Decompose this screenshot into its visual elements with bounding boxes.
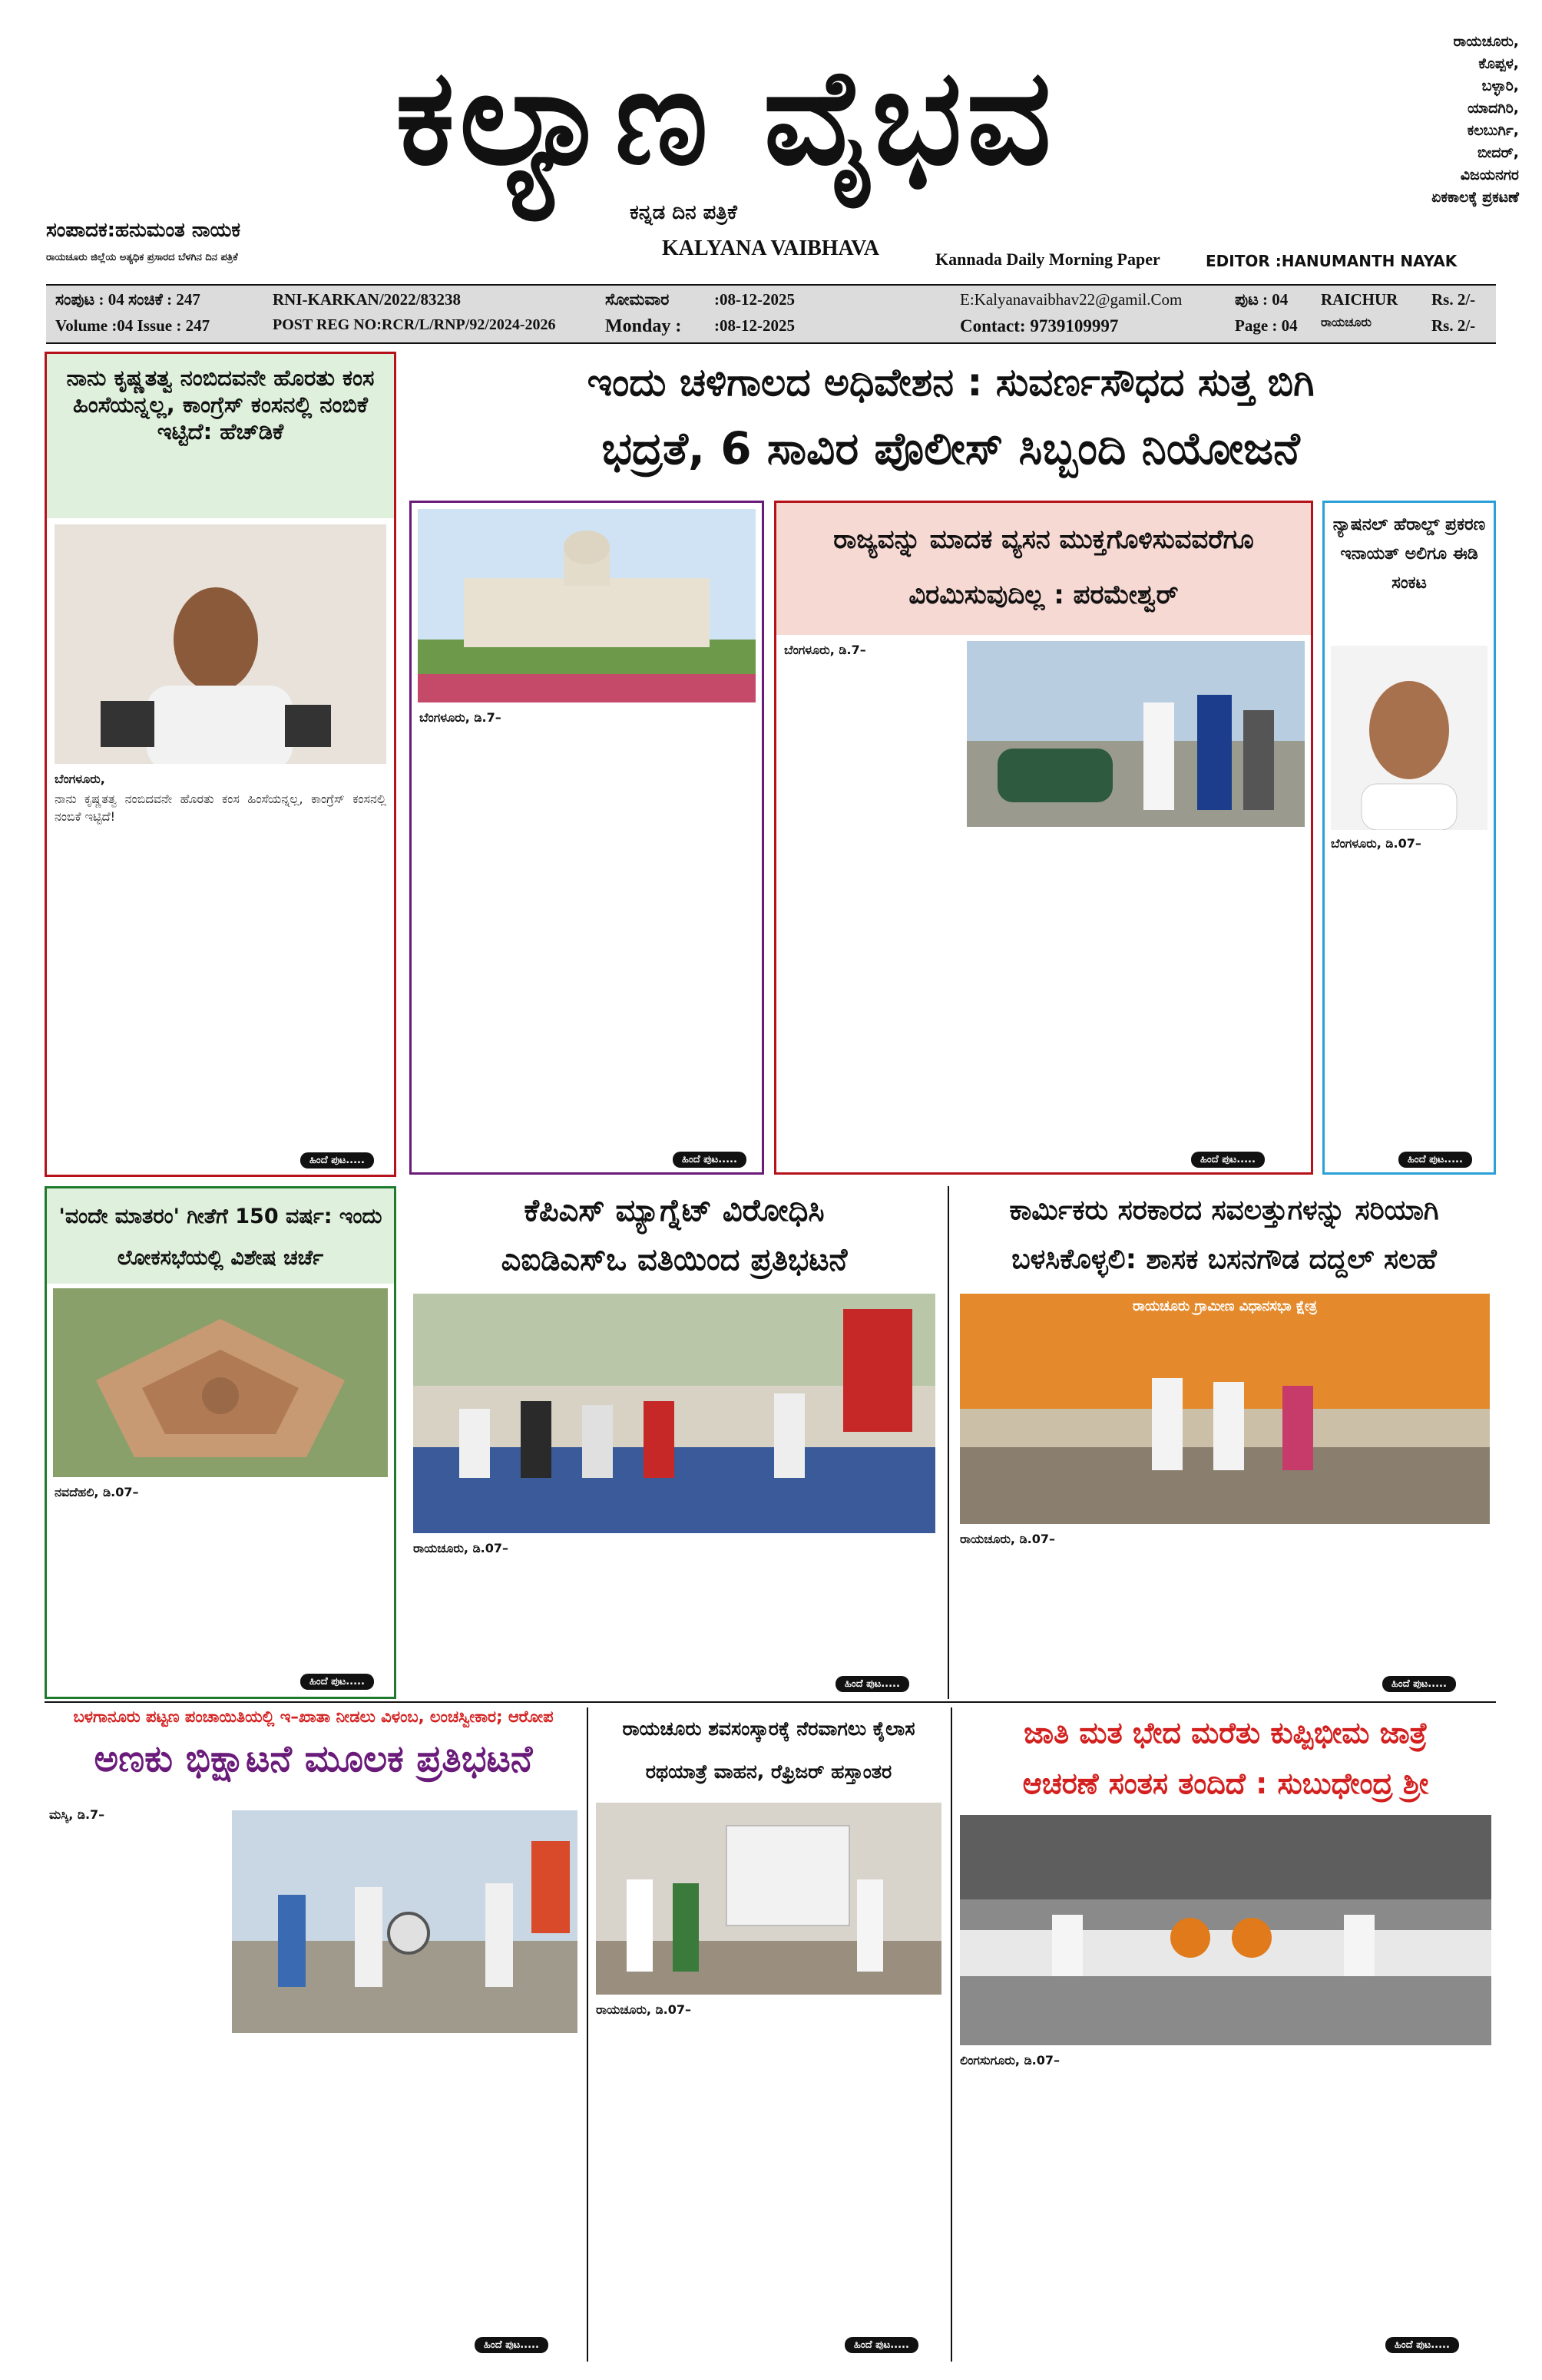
- herald-headline: ನ್ಯಾಷನಲ್ ಹೆರಾಲ್ಡ್ ಪ್ರಕರಣ ಇನಾಯತ್ ಅಲಿಗೂ ಈಡಿ ಸಂಕಟ: [1332, 515, 1486, 593]
- jatre-story: [955, 1707, 1496, 2362]
- beggar-story: [45, 1707, 582, 2362]
- vehicle-body: [596, 2002, 941, 2021]
- hdk-dateline: ಬೆಂಗಳೂರು,: [55, 772, 105, 786]
- kps-protest-photo: [413, 1294, 935, 1533]
- vidhana-soudha-photo: [418, 509, 756, 702]
- hdk-body: [55, 772, 386, 825]
- post-reg: POST REG NO:RCR/L/RNP/92/2024-2026: [273, 316, 556, 333]
- kps-headline-1: ಕೆಪಿಎಸ್ ಮ್ಯಾಗ್ನೆಟ್ ವಿರೋಧಿಸಿ: [524, 1193, 825, 1228]
- volume-en: Volume :04 Issue : 247: [55, 316, 210, 335]
- district-item: ರಾಯಚೂರು,: [1453, 33, 1519, 50]
- price-1: Rs. 2/-: [1431, 290, 1476, 309]
- date-2: :08-12-2025: [714, 316, 795, 335]
- lead-more[interactable]: ಹಿಂದೆ ಪುಟ.....: [673, 1152, 746, 1168]
- district-item: ಕೊಪ್ಪಳ,: [1478, 55, 1519, 72]
- beggar-photo: [232, 1810, 577, 2033]
- vandemataram-more[interactable]: ಹಿಂದೆ ಪುಟ.....: [300, 1674, 374, 1690]
- city-en: RAICHUR: [1321, 290, 1398, 309]
- herald-body: [1331, 836, 1487, 854]
- parliament-photo: [53, 1288, 388, 1477]
- district-item: ಯಾದಗಿರಿ,: [1468, 100, 1519, 117]
- jatre-headline-2: ಆಚರಣೆ ಸಂತಸ ತಂದಿದೆ : ಸುಬುಧೇಂದ್ರ ಶ್ರೀ: [1022, 1767, 1429, 1800]
- beggar-dateline: ಮಸ್ಕಿ, ಡಿ.7–: [49, 1807, 105, 1822]
- vehicle-dateline: ರಾಯಚೂರು, ಡಿ.07–: [596, 2002, 692, 2017]
- hdk-text: ನಾನು ಕೃಷ್ಣತತ್ವ ನಂಬಿದವನೇ ಹೊರತು ಕಂಸ ಹಿಂಸೆಯನ್ನಲ್ಲ, ಕಾಂಗ್ರೆಸ್ ಕಂಸನಲ್ಲಿ ನಂಬಿಕೆ ಇಟ್ಟಿದೆ!: [55, 792, 386, 824]
- parameshwar-more[interactable]: ಹಿಂದೆ ಪುಟ.....: [1191, 1152, 1265, 1168]
- day-en: Monday :: [605, 316, 682, 336]
- tagline-en: Kannada Daily Morning Paper: [935, 250, 1160, 269]
- rni-number: RNI-KARKAN/2022/83238: [273, 290, 461, 309]
- workers-banner: ರಾಯಚೂರು ಗ್ರಾಮೀಣ ವಿಧಾನಸಭಾ ಕ್ಷೇತ್ರ: [1133, 1298, 1317, 1314]
- beggar-kicker: ಬಳಗಾನೂರು ಪಟ್ಟಣ ಪಂಚಾಯಿತಿಯಲ್ಲಿ ಇ–ಖಾತಾ ನೀಡಲು ವಿಳಂಬ, ಲಂಚಸ್ವೀಕಾರ; ಆರೋಪ: [73, 1707, 554, 1726]
- jatre-dateline: ಲಿಂಗಸುಗೂರು, ಡಿ.07–: [960, 2053, 1061, 2068]
- herald-photo: [1331, 646, 1487, 830]
- beggar-headline: ಅಣಕು ಭಿಕ್ಷಾಟನೆ ಮೂಲಕ ಪ್ರತಿಭಟನೆ: [94, 1737, 533, 1780]
- lead-headline-1: ಇಂದು ಚಳಿಗಾಲದ ಅಧಿವೇಶನ : ಸುವರ್ಣಸೌಧದ ಸುತ್ತ ಬಿಗಿ: [587, 360, 1315, 405]
- herald-story: [1322, 501, 1496, 1175]
- hdk-more[interactable]: ಹಿಂದೆ ಪುಟ.....: [300, 1152, 374, 1169]
- subline: ರಾಯಚೂರು ಜಿಲ್ಲೆಯ ಅತ್ಯಧಿಕ ಪ್ರಸಾರದ ಬೆಳಗಿನ ದಿನ ಪತ್ರಿಕೆ: [46, 252, 238, 263]
- hdk-headline: ನಾನು ಕೃಷ್ಣತತ್ವ ನಂಬಿದವನೇ ಹೊರತು ಕಂಸ ಹಿಂಸೆಯನ್ನಲ್ಲ, ಕಾಂಗ್ರೆಸ್ ಕಂಸನಲ್ಲಿ ನಂಬಿಕೆ ಇಟ್ಟಿದೆ: ಹೆಚ್‌ಡಿಕೆ: [47, 354, 394, 518]
- hdk-story: [45, 352, 396, 1177]
- parameshwar-col-1: [784, 643, 961, 661]
- editor-kn: ಸಂಪಾದಕ:ಹನುಮಂತ ನಾಯಕ: [46, 219, 241, 242]
- vehicle-more[interactable]: ಹಿಂದೆ ಪುಟ.....: [845, 2337, 918, 2353]
- pages-en: Page : 04: [1235, 316, 1298, 335]
- vehicle-story: [591, 1707, 946, 2362]
- volume-kn: ಸಂಪುಟ : 04 ಸಂಚಿಕೆ : 247: [55, 290, 200, 309]
- city-kn: ರಾಯಚೂರು: [1321, 316, 1372, 329]
- email: E:Kalyanavaibhav22@gamil.Com: [960, 290, 1183, 309]
- parameshwar-story: [774, 501, 1313, 1175]
- parameshwar-dateline: ಬೆಂಗಳೂರು, ಡಿ.7–: [784, 643, 866, 657]
- date-1: :08-12-2025: [714, 290, 795, 309]
- workers-headline-1: ಕಾರ್ಮಿಕರು ಸರಕಾರದ ಸವಲತ್ತುಗಳನ್ನು ಸರಿಯಾಗಿ: [1009, 1195, 1439, 1226]
- district-item: ಕಲಬುರ್ಗಿ,: [1467, 122, 1519, 139]
- workers-headline-2: ಬಳಸಿಕೊಳ್ಳಲಿ: ಶಾಸಕ ಬಸನಗೌಡ ದದ್ದಲ್ ಸಲಹೆ: [1011, 1244, 1437, 1275]
- vehicle-headline-2: ರಥಯಾತ್ರೆ ವಾಹನ, ರೆಫ್ರಿಜರ್ ಹಸ್ತಾಂತರ: [645, 1760, 892, 1783]
- district-item: ಏಕಕಾಲಕ್ಕೆ ಪ್ರಕಟಣೆ: [1431, 189, 1519, 206]
- contact: Contact: 9739109997: [960, 316, 1119, 336]
- name-en: KALYANA VAIBHAVA: [662, 236, 879, 260]
- district-item: ಬಳ್ಳಾರಿ,: [1481, 78, 1519, 94]
- kps-headline-2: ಎಐಡಿಎಸ್‌ಒ ವತಿಯಿಂದ ಪ್ರತಿಭಟನೆ: [501, 1242, 848, 1278]
- parameshwar-headline: ರಾಜ್ಯವನ್ನು ಮಾದಕ ವ್ಯಸನ ಮುಕ್ತಗೊಳಿಸುವವರೆಗೂ ವಿರಮಿಸುವುದಿಲ್ಲ : ಪರಮೇಶ್ವರ್: [776, 503, 1311, 635]
- info-bar: [46, 284, 1496, 344]
- day-kn: ಸೋಮವಾರ: [605, 290, 670, 309]
- parameshwar-photo: [967, 641, 1305, 827]
- column-divider: [951, 1707, 952, 2362]
- workers-photo: [960, 1294, 1490, 1524]
- district-item: ವಿಜಯನಗರ: [1460, 167, 1519, 183]
- herald-dateline: ಬೆಂಗಳೂರು, ಡಿ.07–: [1331, 836, 1421, 851]
- hdk-photo: [55, 524, 386, 764]
- workers-dateline: ರಾಯಚೂರು, ಡಿ.07–: [960, 1532, 1056, 1546]
- vandemataram-body: [55, 1485, 389, 1503]
- kps-dateline: ರಾಯಚೂರು, ಡಿ.07–: [413, 1541, 509, 1555]
- vehicle-headline-1: ರಾಯಚೂರು ಶವಸಂಸ್ಕಾರಕ್ಕೆ ನೆರವಾಗಲು ಕೈಲಾಸ: [622, 1717, 915, 1740]
- lead-headline-2: ಭದ್ರತೆ, 6 ಸಾವಿರ ಪೊಲೀಸ್ ಸಿಬ್ಬಂದಿ ನಿಯೋಜನೆ: [601, 422, 1300, 474]
- editor-en: EDITOR :HANUMANTH NAYAK: [1206, 252, 1458, 270]
- workers-more[interactable]: ಹಿಂದೆ ಪುಟ.....: [1382, 1676, 1456, 1692]
- vandemataram-headline: 'ವಂದೇ ಮಾತರಂ' ಗೀತೆಗೆ 150 ವರ್ಷ: ಇಂದು ಲೋಕಸಭೆಯಲ್ಲಿ ವಿಶೇಷ ಚರ್ಚೆ: [47, 1188, 394, 1284]
- workers-body: [960, 1532, 1490, 1550]
- vandemataram-dateline: ನವದೆಹಲಿ, ಡಿ.07–: [55, 1485, 139, 1499]
- district-item: ಬೀದರ್,: [1477, 144, 1519, 161]
- column-divider: [948, 1186, 949, 1699]
- jatre-headline-1: ಜಾತಿ ಮತ ಭೇದ ಮರೆತು ಕುಪ್ಪಿಭೀಮ ಜಾತ್ರೆ: [1024, 1716, 1428, 1750]
- vehicle-photo: [596, 1803, 941, 1995]
- tagline-kn: ಕನ್ನಡ ದಿನ ಪತ್ರಿಕೆ: [630, 201, 737, 224]
- vandemataram-story: [45, 1186, 396, 1699]
- herald-more[interactable]: ಹಿಂದೆ ಪುಟ.....: [1398, 1152, 1472, 1168]
- kps-more[interactable]: ಹಿಂದೆ ಪುಟ.....: [836, 1676, 909, 1692]
- lead-headline-block: [405, 352, 1496, 497]
- pages-kn: ಪುಟ : 04: [1235, 290, 1289, 309]
- lead-body: [419, 710, 756, 729]
- jatre-body: [960, 2053, 1491, 2071]
- section-divider: [45, 1701, 1496, 1703]
- workers-story: [952, 1186, 1496, 1699]
- jatre-photo: [960, 1815, 1491, 2045]
- lead-dateline: ಬೆಂಗಳೂರು, ಡಿ.7–: [419, 710, 501, 725]
- jatre-more[interactable]: ಹಿಂದೆ ಪುಟ.....: [1385, 2337, 1459, 2353]
- kps-story: [405, 1186, 943, 1699]
- beggar-col-1: [49, 1807, 226, 1826]
- district-list: [1365, 31, 1519, 209]
- masthead-title: ಕಲ್ಯಾಣ ವೈಭವ: [395, 40, 1057, 194]
- price-2: Rs. 2/-: [1431, 316, 1476, 335]
- beggar-more[interactable]: ಹಿಂದೆ ಪುಟ.....: [475, 2337, 548, 2353]
- lead-story: [409, 501, 764, 1175]
- column-divider: [587, 1707, 588, 2362]
- kps-body: [413, 1541, 935, 1559]
